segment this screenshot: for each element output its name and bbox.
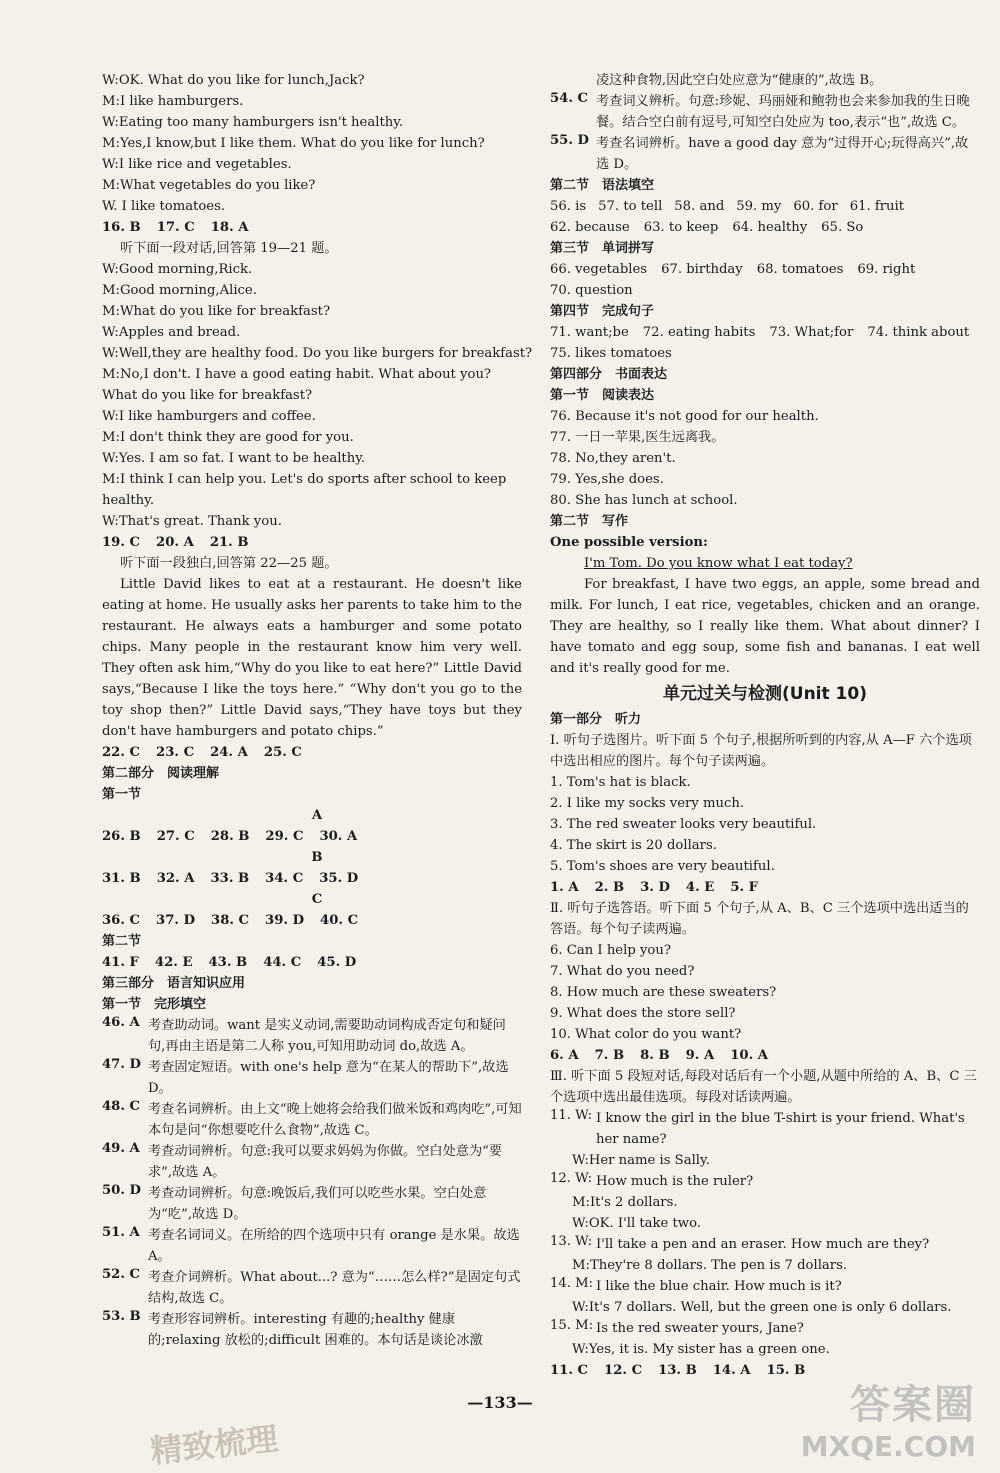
dialog-line: W:Apples and bread.: [102, 325, 241, 340]
answer-row: 26. B 27. C 28. B 29. C 30. A: [102, 829, 358, 844]
answer-row: 36. C 37. D 38. C 39. D 40. C: [102, 913, 359, 928]
watermark-logo: 答案圈 MXQE.COM: [800, 1382, 976, 1463]
section-heading: 第二节: [102, 934, 142, 949]
dialog-line: W:I like hamburgers and coffee.: [102, 409, 316, 424]
dialog-line: M:Yes,I know,but I like them. What do you like for lunch?: [102, 136, 485, 151]
short-dialog: 15. M: Is the red sweater yours, Jane? W:Yes, it is. My sister has a green one.: [550, 1318, 830, 1357]
version-label: One possible version:: [550, 535, 708, 550]
listening-sentence: 1. Tom's hat is black.: [550, 775, 691, 790]
answer-row: 6. A 7. B 8. B 9. A 10. A: [550, 1048, 768, 1063]
listening-sentence: 7. What do you need?: [550, 964, 695, 979]
short-dialog: 12. W: How much is the ruler? M:It's 2 dollars. W:OK. I'll take two.: [550, 1171, 754, 1231]
dialog-line: M:What vegetables do you like?: [102, 178, 316, 193]
dialog-line: M:What do you like for breakfast?: [102, 304, 331, 319]
section-heading: 第四节 完成句子: [550, 304, 655, 319]
question-instruction: Ⅰ. 听句子选图片。听下面 5 个句子,根据所听到的内容,从 A—F 六个选项中选出相应的图片。每个句子读两遍。: [550, 733, 972, 769]
section-heading: 第二部分 阅读理解: [102, 766, 220, 781]
short-dialog: 14. M: I like the blue chair. How much is it? W:It's 7 dollars. Well, but the green one is only 6 dollars.: [550, 1276, 952, 1315]
instruction: 听下面一段独白,回答第 22—25 题。: [120, 556, 338, 571]
answer-line: 76. Because it's not good for our health.: [550, 409, 819, 424]
section-heading: 第四部分 书面表达: [550, 367, 668, 382]
answer-row: 71. want;be 72. eating habits 73. What;for 74. think about: [550, 325, 970, 340]
answer-line: 78. No,they aren't.: [550, 451, 676, 466]
dialog-line: M:I don't think they are good for you.: [102, 430, 354, 445]
monologue-text: Little David likes to eat at a restaurant. He doesn't like eating at home. He usually asks her parents to take him to the restaurant. He always eats a hamburger and some potato chips. Many people in the restaurant know him very well. They often ask him,“Why do you like to eat here?” Little David says,“Because I like the toys here.” “Why don't you go to the toy shop then?” Little David says,“They have toys but they don't have hamburgers and potato chips.”: [102, 577, 522, 739]
answer-row: 66. vegetables 67. birthday 68. tomatoes 69. right: [550, 262, 916, 277]
answer-line: 80. She has lunch at school.: [550, 493, 738, 508]
instruction: 听下面一段对话,回答第 19—21 题。: [120, 241, 338, 256]
answer-row: 22. C 23. C 24. A 25. C: [102, 745, 302, 760]
answer-row: 31. B 32. A 33. B 34. C 35. D: [102, 871, 359, 886]
answer-line: 70. question: [550, 283, 633, 298]
left-column: [102, 70, 533, 1351]
dialog-line: W:Good morning,Rick.: [102, 262, 253, 277]
dialog-line: M:Good morning,Alice.: [102, 283, 257, 298]
passage-letter: A: [311, 808, 323, 823]
listening-sentence: 8. How much are these sweaters?: [550, 985, 777, 1000]
unit-title: 单元过关与检测(Unit 10): [663, 684, 867, 704]
dialog-line: M:No,I don't. I have a good eating habit. What about you? What do you like for breakfast?: [102, 367, 492, 403]
dialog-line: W:Well,they are healthy food. Do you like burgers for breakfast?: [102, 346, 533, 361]
page-number: —133—: [467, 1393, 533, 1412]
cloze-item: 51. A 考查名词词义。在所给的四个选项中只有 orange 是水果。故选 A。: [102, 1225, 520, 1264]
cloze-item: 50. D 考查动词辨析。句意:晚饭后,我们可以吃些水果。空白处意为“吃”,故选 D。: [102, 1183, 487, 1222]
stamp-mark: 精致梳理: [148, 1419, 280, 1471]
section-heading: 第二节 写作: [550, 514, 629, 529]
passage-letter: B: [311, 850, 323, 865]
right-column: [550, 70, 980, 1381]
answer-row: 62. because 63. to keep 64. healthy 65. So: [550, 220, 864, 235]
section-heading: 第一节 完形填空: [102, 997, 207, 1012]
listening-sentence: 10. What color do you want?: [550, 1027, 742, 1042]
essay-body: For breakfast, I have two eggs, an apple, some bread and milk. For lunch, I eat rice, vegetables, chicken and an orange. They are healthy, so I really like them. What about dinner? I have tomato and egg soup, some fish and bananas. I eat well and it's really good for me.: [550, 577, 980, 676]
dialog-line: W:Yes. I am so fat. I want to be healthy.: [102, 451, 366, 466]
passage-letter: C: [311, 892, 323, 907]
cloze-item: 49. A 考查动词辨析。句意:我可以要求妈妈为你做。空白处意为“要求”,故选 A。: [102, 1141, 503, 1180]
cloze-item: 52. C 考查介词辨析。What about...? 意为“……怎么样?”是固定句式结构,故选 C。: [102, 1267, 521, 1306]
question-instruction: Ⅱ. 听句子选答语。听下面 5 个句子,从 A、B、C 三个选项中选出适当的答语。每个句子读两遍。: [550, 901, 969, 937]
section-heading: 第二节 语法填空: [550, 178, 655, 193]
listening-sentence: 2. I like my socks very much.: [550, 796, 745, 811]
cloze-item: 55. D 考查名词辨析。have a good day 意为“过得开心;玩得高兴”,故选 D。: [550, 133, 969, 172]
listening-sentence: 6. Can I help you?: [550, 943, 671, 958]
cloze-item: 54. C 考查词义辨析。句意:珍妮、玛丽娅和鲍勃也会来参加我的生日晚餐。结合空白前有逗号,可知空白处应为 too,表示“也”,故选 C。: [550, 91, 970, 130]
answer-line: 77. 一日一苹果,医生远离我。: [550, 430, 725, 445]
dialog-line: W. I like tomatoes.: [102, 199, 226, 214]
section-heading: 第一节: [102, 787, 142, 802]
dialog-line: W:That's great. Thank you.: [102, 514, 282, 529]
listening-sentence: 5. Tom's shoes are very beautiful.: [550, 859, 775, 874]
short-dialog: 11. W: I know the girl in the blue T-shirt is your friend. What's her name? W:Her name is Sally.: [550, 1108, 965, 1168]
answer-row: 19. C 20. A 21. B: [102, 535, 249, 550]
section-heading: 第三节 单词拼写: [550, 241, 655, 256]
dialog-line: W:OK. What do you like for lunch,Jack?: [102, 73, 365, 88]
cloze-continuation: 凌这种食物,因此空白处应意为“健康的”,故选 B。: [596, 73, 883, 88]
answer-line: 79. Yes,she does.: [550, 472, 664, 487]
section-heading: 第三部分 语言知识应用: [102, 976, 246, 991]
cloze-item: 46. A 考查助动词。want 是实义动词,需要助动词构成否定句和疑问句,再由主语是第二人称 you,可知用助动词 do,故选 A。: [102, 1015, 506, 1054]
listening-sentence: 9. What does the store sell?: [550, 1006, 736, 1021]
section-heading: 第一部分 听力: [550, 712, 642, 727]
short-dialog: 13. W: I'll take a pen and an eraser. How much are they? M:They're 8 dollars. The pen is 7 dollars.: [550, 1234, 930, 1273]
essay-title: I'm Tom. Do you know what I eat today?: [584, 556, 853, 571]
dialog-line: W:Eating too many hamburgers isn't healthy.: [102, 115, 404, 130]
answer-row: 16. B 17. C 18. A: [102, 220, 249, 235]
answer-row: 11. C 12. C 13. B 14. A 15. B: [550, 1363, 806, 1378]
dialog-line: M:I think I can help you. Let's do sports after school to keep healthy.: [102, 472, 507, 508]
answer-row: 1. A 2. B 3. D 4. E 5. F: [550, 880, 759, 895]
section-heading: 第一节 阅读表达: [550, 388, 655, 403]
answer-row: 41. F 42. E 43. B 44. C 45. D: [102, 955, 357, 970]
question-instruction: Ⅲ. 听下面 5 段短对话,每段对话后有一个小题,从题中所给的 A、B、C 三个选项中选出最佳选项。每段对话读两遍。: [550, 1069, 977, 1105]
listening-sentence: 3. The red sweater looks very beautiful.: [550, 817, 817, 832]
answer-line: 75. likes tomatoes: [550, 346, 672, 361]
answer-row: 56. is 57. to tell 58. and 59. my 60. for 61. fruit: [550, 199, 905, 214]
cloze-item: 48. C 考查名词辨析。由上文“晚上她将会给我们做米饭和鸡肉吃”,可知本句是问“你想要吃什么食物”,故选 C。: [102, 1099, 522, 1138]
cloze-item: 53. B 考查形容词辨析。interesting 有趣的;healthy 健康的;relaxing 放松的;difficult 困难的。本句话是谈论冰激: [102, 1309, 483, 1348]
listening-sentence: 4. The skirt is 20 dollars.: [550, 838, 717, 853]
dialog-line: W:I like rice and vegetables.: [102, 157, 292, 172]
dialog-line: M:I like hamburgers.: [102, 94, 244, 109]
cloze-item: 47. D 考查固定短语。with one's help 意为“在某人的帮助下”,故选 D。: [102, 1057, 509, 1096]
